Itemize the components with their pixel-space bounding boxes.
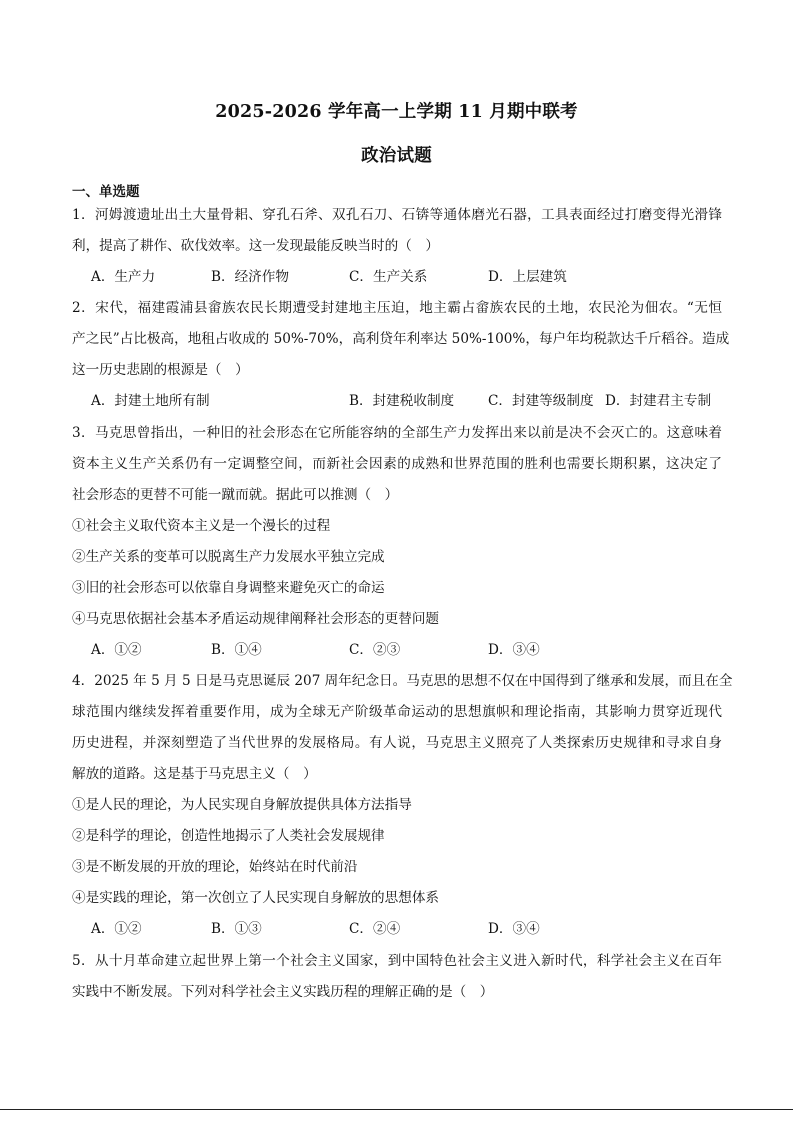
question-2-option-b: B．封建税收制度 <box>349 393 455 409</box>
question-2-option-d: D．封建君主专制 <box>605 393 712 409</box>
question-4-statement-3: ③是不断发展的开放的理论，始终站在时代前沿 <box>72 859 358 875</box>
question-3-statement-1: ①社会主义取代资本主义是一个漫长的过程 <box>72 518 331 534</box>
question-1-line-1: 1．河姆渡遗址出土大量骨耜、穿孔石斧、双孔石刀、石锛等通体磨光石器，工具表面经过打磨变得光滑锋 <box>72 207 722 223</box>
question-4-option-b: B．①③ <box>211 921 262 937</box>
question-4-statement-4: ④是实践的理论，第一次创立了人民实现自身解放的思想体系 <box>72 890 440 906</box>
question-4-line-2: 球范围内继续发挥着重要作用，成为全球无产阶级革命运动的思想旗帜和理论指南，其影响力贯穿近现代 <box>72 704 722 720</box>
question-3-line-3: 社会形态的更替不可能一蹴而就。据此可以推测（ ） <box>72 487 399 503</box>
question-1-option-b: B．经济作物 <box>211 269 289 285</box>
question-5-line-1: 5．从十月革命建立起世界上第一个社会主义国家，到中国特色社会主义进入新时代，科学社会主义在百年 <box>72 953 722 969</box>
question-1-option-a: A．生产力 <box>91 269 156 285</box>
question-3-line-2: 资本主义生产关系仍有一定调整空间，而新社会因素的成熟和世界范围的胜利也需要长期积累，这决定了 <box>72 456 722 472</box>
question-4-option-d: D．③④ <box>488 921 540 937</box>
exam-title: 2025-2026 学年高一上学期 11 月期中联考 <box>215 102 578 122</box>
question-2-option-c: C．封建等级制度 <box>488 393 594 409</box>
question-3-option-d: D．③④ <box>488 642 540 658</box>
question-2-option-a: A．封建土地所有制 <box>91 393 210 409</box>
question-4-line-3: 历史进程，并深刻塑造了当代世界的发展格局。有人说，马克思主义照亮了人类探索历史规律和寻求自身 <box>72 735 722 751</box>
question-3-option-a: A．①② <box>91 642 142 658</box>
question-5-line-2: 实践中不断发展。下列对科学社会主义实践历程的理解正确的是（ ） <box>72 984 494 1000</box>
question-2-line-2: 产之民”占比极高，地租占收成的 50%-70%，高利贷年利率达 50%-100%，每户年均税款达千斤稻谷。造成 <box>72 331 730 347</box>
question-4-line-4: 解放的道路。这是基于马克思主义（ ） <box>72 766 317 782</box>
exam-subject: 政治试题 <box>361 146 432 166</box>
question-1-option-c: C．生产关系 <box>349 269 428 285</box>
question-2-line-3: 这一历史悲剧的根源是（ ） <box>72 362 249 378</box>
question-3-statement-3: ③旧的社会形态可以依靠自身调整来避免灭亡的命运 <box>72 580 385 596</box>
question-3-line-1: 3．马克思曾指出，一种旧的社会形态在它所能容纳的全部生产力发挥出来以前是决不会灭亡的。这意味着 <box>72 425 722 441</box>
question-3-statement-2: ②生产关系的变革可以脱离生产力发展水平独立完成 <box>72 549 385 565</box>
question-4-option-c: C．②④ <box>349 921 401 937</box>
question-1-option-d: D．上层建筑 <box>488 269 567 285</box>
question-3-statement-4: ④马克思依据社会基本矛盾运动规律阐释社会形态的更替问题 <box>72 611 440 627</box>
question-4-option-a: A．①② <box>91 921 142 937</box>
page-bottom-rule <box>0 1109 793 1110</box>
question-4-statement-1: ①是人民的理论，为人民实现自身解放提供具体方法指导 <box>72 797 412 813</box>
question-4-statement-2: ②是科学的理论，创造性地揭示了人类社会发展规律 <box>72 828 385 844</box>
question-4-line-1: 4．2025 年 5 月 5 日是马克思诞辰 207 周年纪念日。马克思的思想不仅在中国得到了继承和发展，而且在全 <box>72 673 733 689</box>
question-3-option-c: C．②③ <box>349 642 401 658</box>
question-3-option-b: B．①④ <box>211 642 262 658</box>
question-1-line-2: 利，提高了耕作、砍伐效率。这一发现最能反映当时的（ ） <box>72 238 440 254</box>
question-2-line-1: 2．宋代，福建霞浦县畲族农民长期遭受封建地主压迫，地主霸占畲族农民的土地，农民沦为佃农。“无恒 <box>72 300 722 316</box>
section-heading: 一、单选题 <box>72 184 140 200</box>
